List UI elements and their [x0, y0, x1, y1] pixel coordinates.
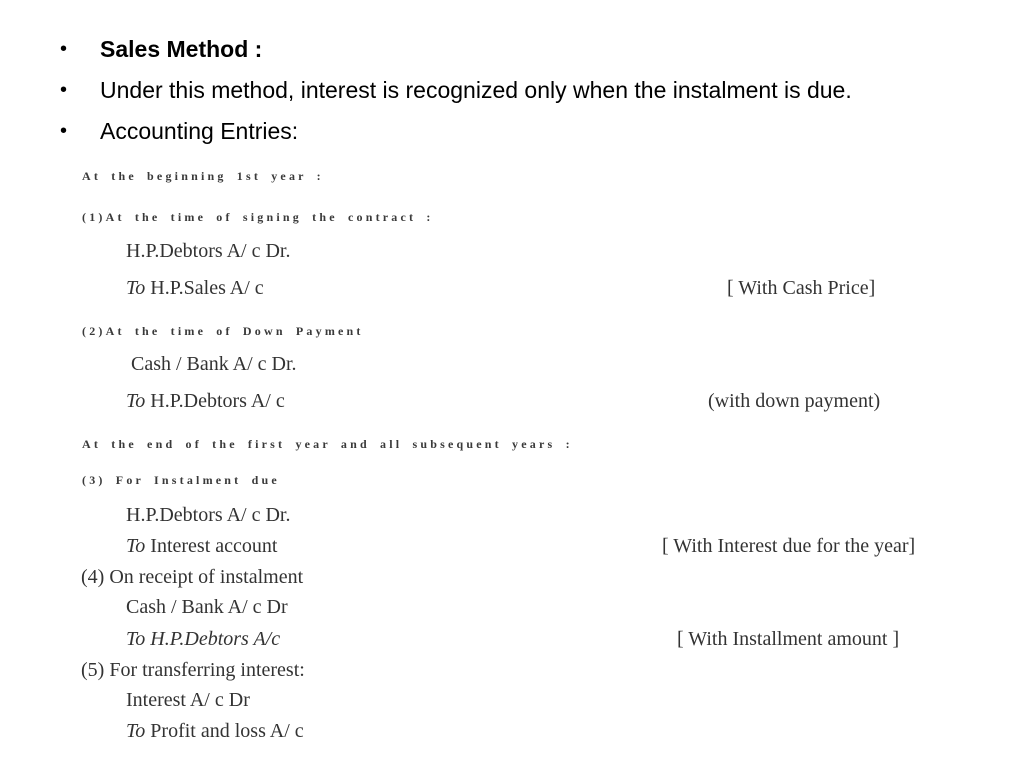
- entry3-note: [ With Interest due for the year]: [662, 535, 916, 557]
- entry5-debit: Interest A/ c Dr: [126, 689, 250, 711]
- entry5-credit-account: Profit and loss A/ c: [145, 720, 304, 742]
- entry2-credit-account: H.P.Debtors A/ c: [145, 390, 285, 412]
- heading-receipt-instalment: (4) On receipt of instalment: [81, 566, 304, 588]
- heading-signing-contract: (1)At the time of signing the contract :: [82, 210, 434, 224]
- entry3-debit: H.P.Debtors A/ c Dr.: [126, 504, 291, 526]
- bullet-marker: •: [60, 79, 68, 101]
- heading-end-of-year: At the end of the first year and all subsequent years :: [82, 437, 573, 451]
- bullet-text: Sales Method :: [100, 36, 263, 62]
- entry4-note: [ With Installment amount ]: [677, 628, 900, 650]
- entry2-debit: Cash / Bank A/ c Dr.: [131, 353, 297, 375]
- entry1-credit: [126, 277, 264, 300]
- heading-transfer-interest: (5) For transferring interest:: [81, 659, 305, 681]
- entry1-debit: H.P.Debtors A/ c Dr.: [126, 240, 291, 262]
- entry2-credit: [126, 390, 285, 413]
- entry1-credit-account: H.P.Sales A/ c: [145, 277, 264, 299]
- to-label: To: [126, 535, 146, 557]
- heading-beginning-year: At the beginning 1st year :: [82, 169, 324, 183]
- entry5-credit: [126, 720, 304, 743]
- heading-down-payment: (2)At the time of Down Payment: [82, 324, 364, 338]
- bullet-text: Under this method, interest is recognized only when the instalment is due.: [100, 77, 852, 103]
- heading-instalment-due: (3) For Instalment due: [82, 473, 280, 487]
- entry3-credit-account: Interest account: [145, 535, 278, 557]
- entry4-debit: Cash / Bank A/ c Dr: [126, 596, 288, 618]
- to-label: To: [126, 277, 146, 299]
- bullet-marker: •: [60, 120, 68, 142]
- bullet-text: Accounting Entries:: [100, 118, 299, 144]
- entry1-note: [ With Cash Price]: [727, 277, 876, 299]
- entry4-credit: To H.P.Debtors A/c: [126, 628, 281, 650]
- bullet-marker: •: [60, 38, 68, 60]
- to-label: To: [126, 390, 146, 412]
- entry2-note: (with down payment): [708, 390, 881, 412]
- to-label: To: [126, 720, 146, 742]
- entry3-credit: [126, 535, 277, 558]
